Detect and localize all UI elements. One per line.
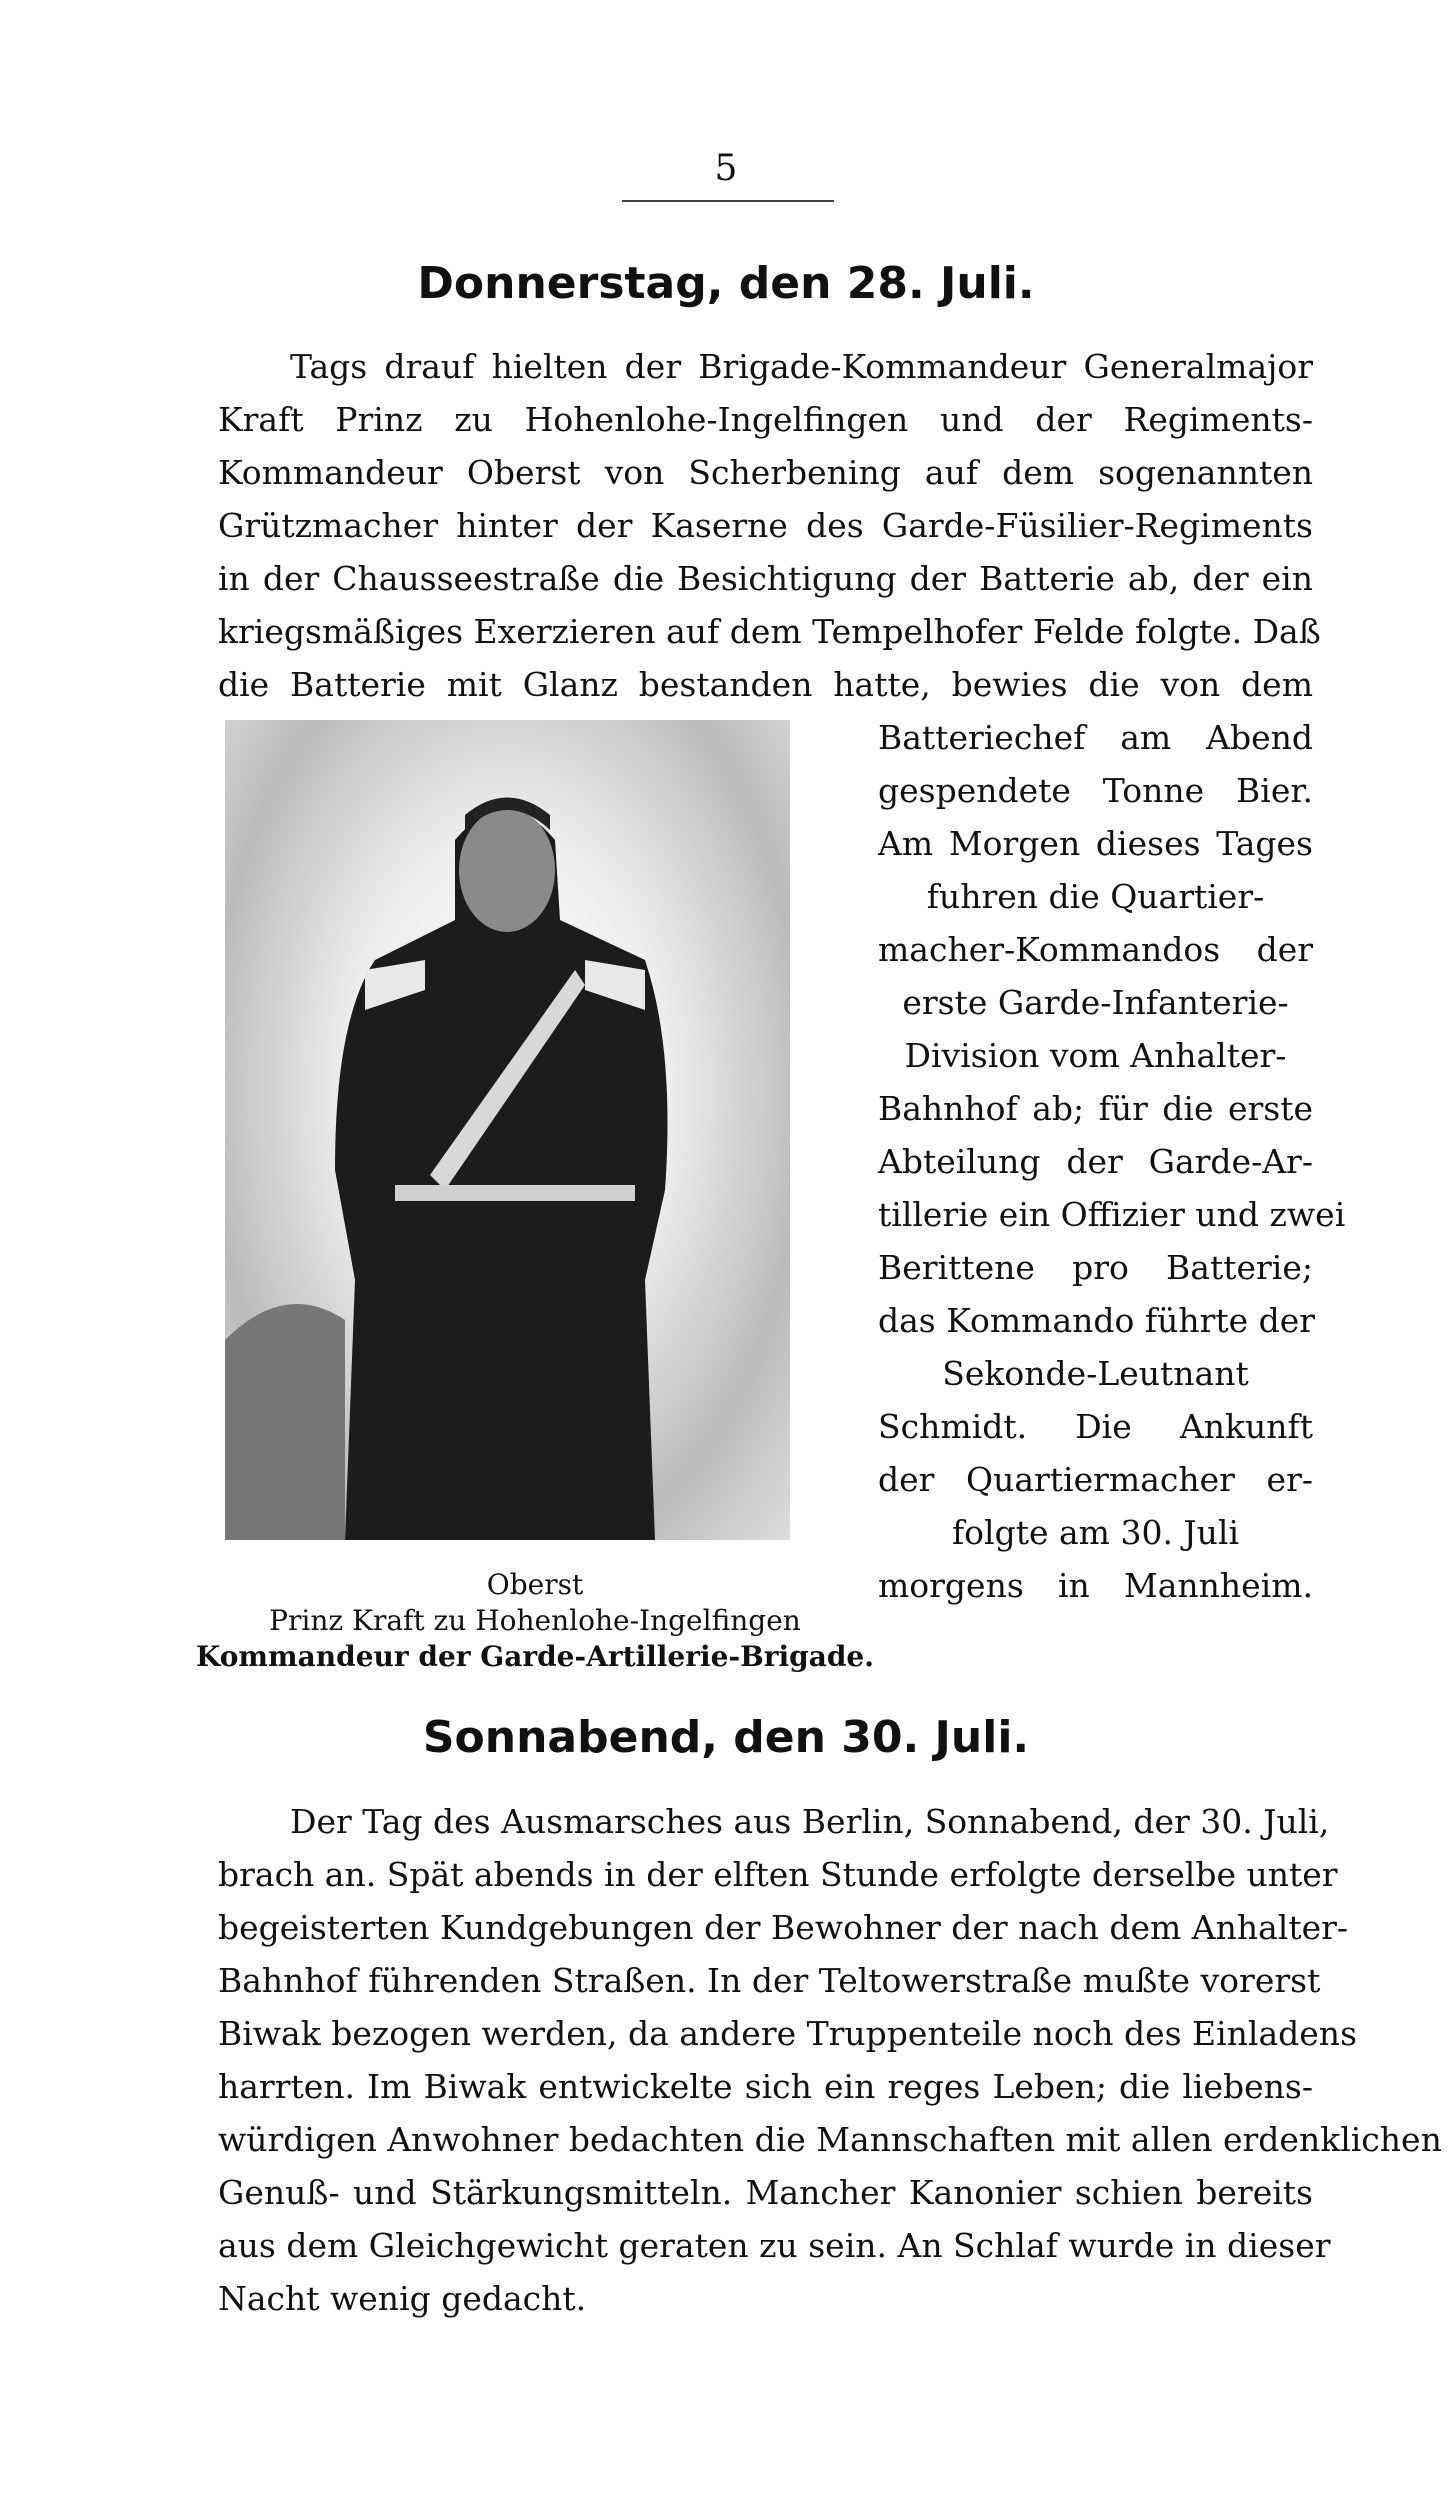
text-line: Bahnhof führenden Straßen. In der Teltowerstraße mußte vorerst: [218, 1961, 1321, 2000]
text-line: Grützmacher hinter der Kaserne des Garde-Füsilier-Regiments: [218, 506, 1313, 545]
text-line: Kraft Prinz zu Hohenlohe-Ingelfingen und der Regiments-: [218, 400, 1313, 439]
text-line: macher-Kommandos der: [878, 930, 1313, 969]
text-line: tillerie ein Offizier und zwei: [878, 1195, 1346, 1234]
text-line: Schmidt. Die Ankunft: [878, 1407, 1313, 1446]
text-line: Genuß- und Stärkungsmitteln. Mancher Kanonier schien bereits: [218, 2173, 1313, 2212]
page-number: 5: [714, 148, 738, 189]
text-line: Nacht wenig gedacht.: [218, 2279, 587, 2318]
text-line: brach an. Spät abends in der elften Stunde erfolgte derselbe unter: [218, 1855, 1338, 1894]
text-line: Division vom Anhalter-: [904, 1036, 1287, 1075]
text-line: begeisterten Kundgebungen der Bewohner der nach dem Anhalter-: [218, 1908, 1349, 1947]
text-line: Bahnhof ab; für die erste: [878, 1089, 1313, 1128]
text-line: würdigen Anwohner bedachten die Mannschaften mit allen erdenklichen: [218, 2120, 1442, 2159]
section-heading-1: Donnerstag, den 28. Juli.: [417, 258, 1035, 309]
caption-line-3: Kommandeur der Garde-Artillerie-Brigade.: [196, 1640, 874, 1673]
text-line: Batteriechef am Abend: [878, 718, 1313, 757]
header-rule: [622, 200, 834, 202]
text-line: morgens in Mannheim.: [878, 1566, 1313, 1605]
text-line: Kommandeur Oberst von Scherbening auf dem sogenannten: [218, 453, 1313, 492]
text-line: folgte am 30. Juli: [951, 1513, 1240, 1552]
text-line: Abteilung der Garde-Ar-: [878, 1142, 1313, 1181]
text-line: Am Morgen dieses Tages: [878, 824, 1313, 863]
text-line: kriegsmäßiges Exerzieren auf dem Tempelhofer Felde folgte. Daß: [218, 612, 1321, 651]
text-line: der Quartiermacher er-: [878, 1460, 1313, 1499]
text-line: die Batterie mit Glanz bestanden hatte, bewies die von dem: [218, 665, 1313, 704]
portrait-photo: [225, 720, 790, 1540]
text-line: Sekonde-Leutnant: [942, 1354, 1249, 1393]
text-line: aus dem Gleichgewicht geraten zu sein. An Schlaf wurde in dieser: [218, 2226, 1331, 2265]
text-line: das Kommando führte der: [878, 1301, 1316, 1340]
section-heading-2: Sonnabend, den 30. Juli.: [422, 1712, 1030, 1763]
text-line: Berittene pro Batterie;: [878, 1248, 1313, 1287]
text-line: harrten. Im Biwak entwickelte sich ein reges Leben; die liebens-: [218, 2067, 1313, 2106]
text-line: in der Chausseestraße die Besichtigung der Batterie ab, der ein: [218, 559, 1313, 598]
text-line: erste Garde-Infanterie-: [902, 983, 1289, 1022]
text-line: Tags drauf hielten der Brigade-Kommandeur Generalmajor: [290, 347, 1313, 386]
text-line: gespendete Tonne Bier.: [878, 771, 1313, 810]
caption-line-2: Prinz Kraft zu Hohenlohe-Ingelfingen: [269, 1604, 801, 1637]
caption-line-1: Oberst: [486, 1568, 584, 1601]
text-line: Biwak bezogen werden, da andere Truppenteile noch des Einladens: [218, 2014, 1357, 2053]
text-line: Der Tag des Ausmarsches aus Berlin, Sonnabend, der 30. Juli,: [290, 1802, 1330, 1841]
text-line: fuhren die Quartier-: [926, 877, 1265, 916]
